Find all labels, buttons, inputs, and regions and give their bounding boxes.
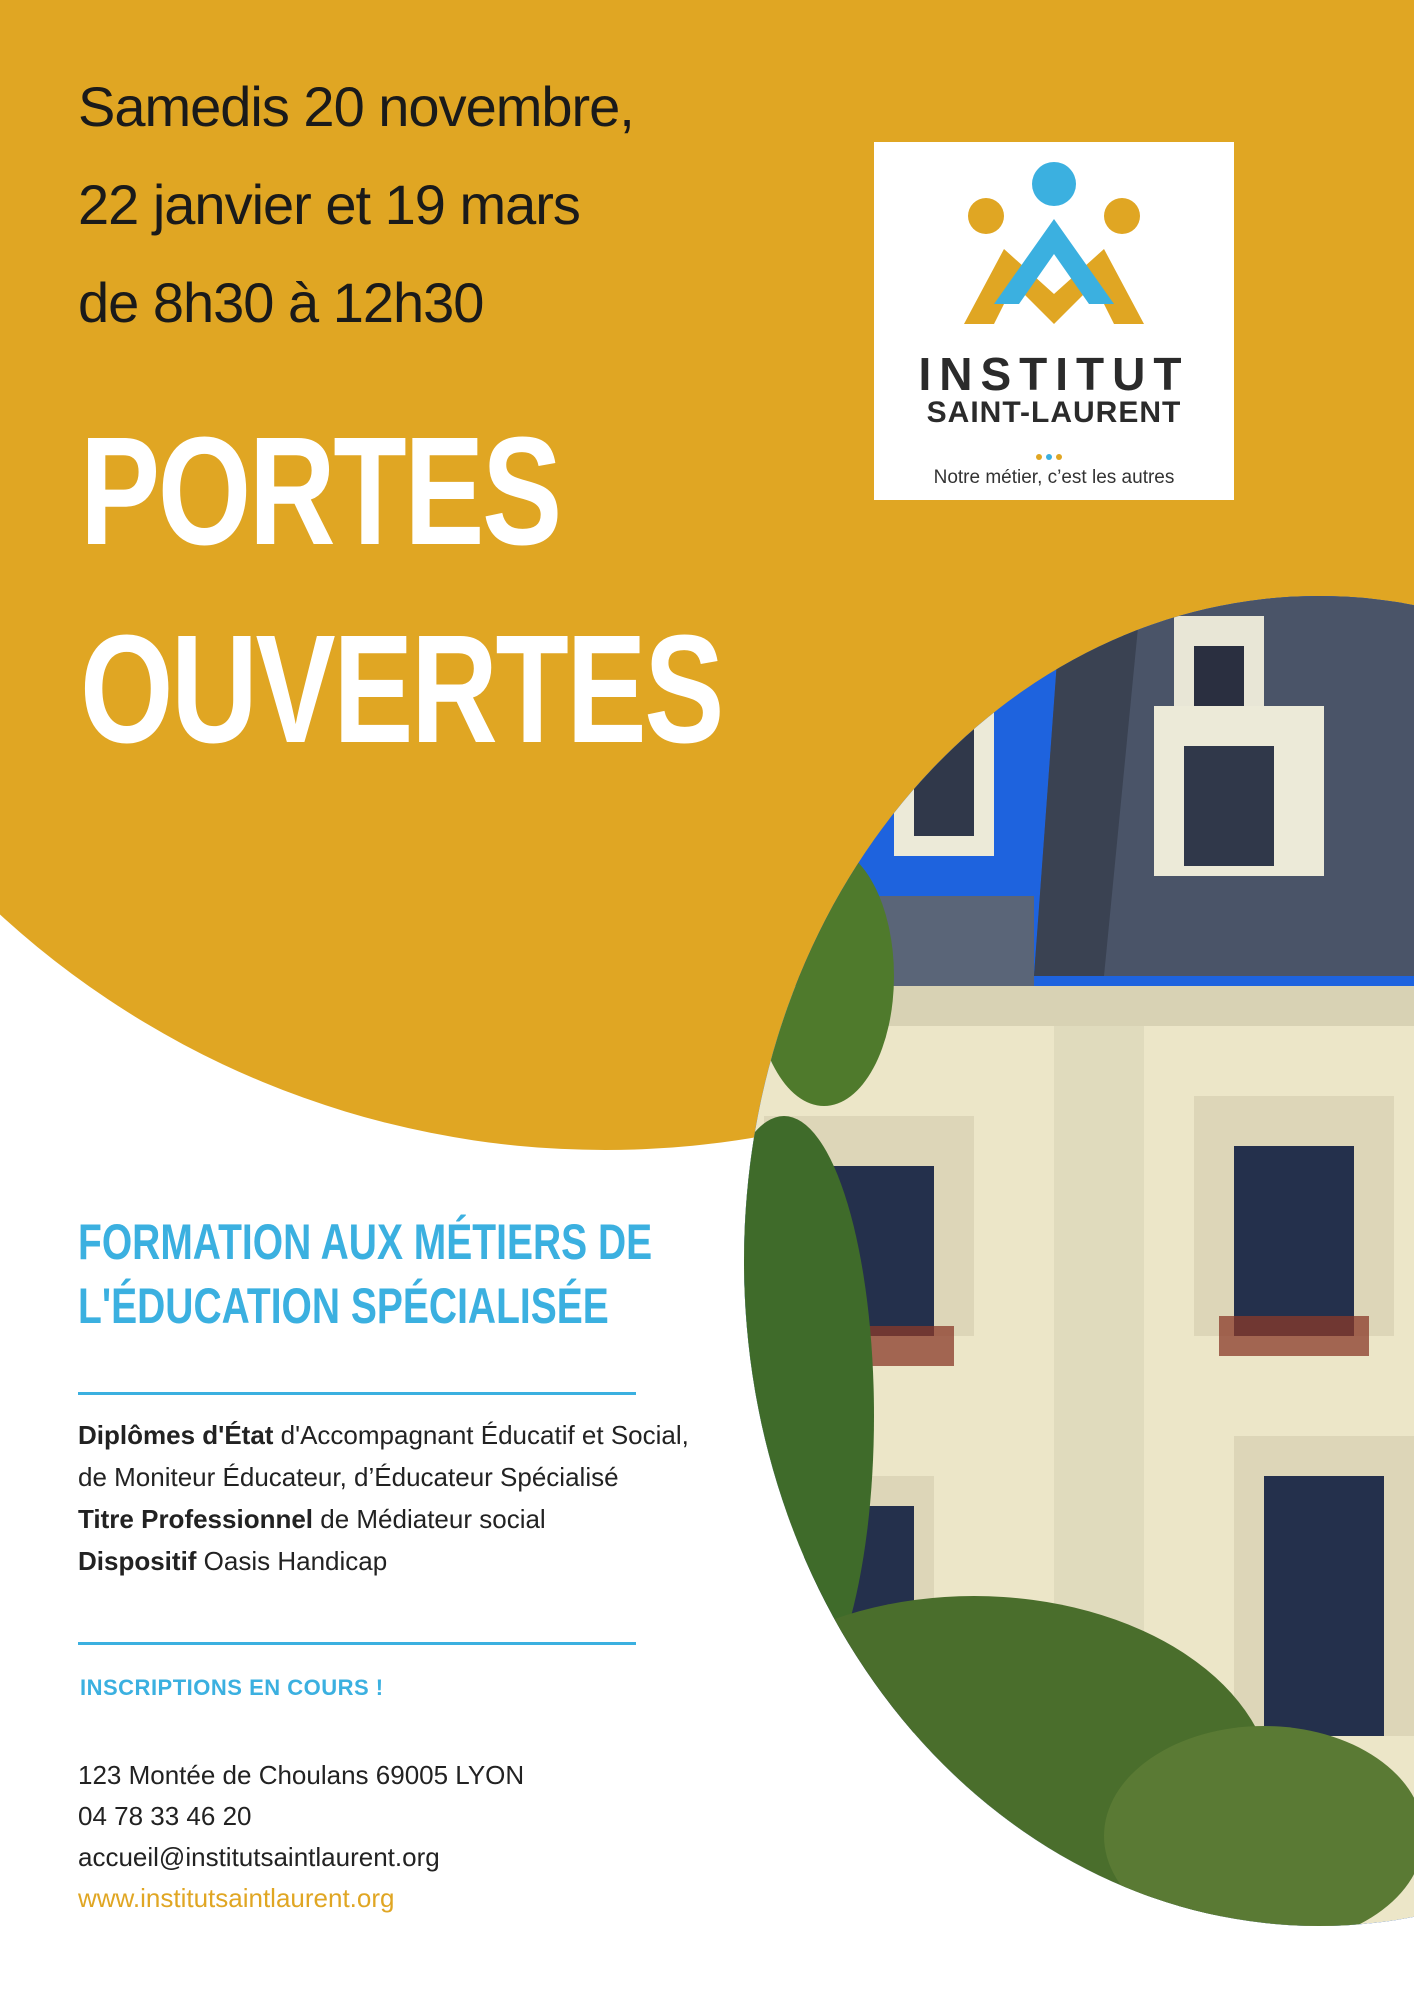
diploma-item: Diplômes d'État d'Accompagnant Éducatif et Social, de Moniteur Éducateur, d’Éducateur Spécialisé xyxy=(78,1420,689,1492)
logo-name-line-1: INSTITUT xyxy=(918,348,1190,400)
three-people-logo-icon xyxy=(954,154,1154,344)
page-title xyxy=(80,392,722,788)
title-line-2: OUVERTES xyxy=(80,603,723,775)
phone[interactable]: 04 78 33 46 20 xyxy=(78,1801,252,1831)
institute-logo xyxy=(874,142,1234,500)
diploma-list xyxy=(78,1414,698,1582)
dates-line-2: 22 janvier et 19 mars xyxy=(78,173,580,236)
website-link[interactable]: www.institutsaintlaurent.org xyxy=(78,1883,395,1913)
building-photo xyxy=(744,596,1414,1926)
title-line-1: PORTES xyxy=(80,405,560,577)
inscriptions-notice: INSCRIPTIONS EN COURS ! xyxy=(80,1675,384,1700)
diploma-item: Dispositif Oasis Handicap xyxy=(78,1546,388,1576)
event-dates xyxy=(78,58,634,352)
dates-line-3: de 8h30 à 12h30 xyxy=(78,271,484,334)
logo-slogan: Notre métier, c’est les autres xyxy=(933,467,1175,488)
email-link[interactable]: accueil@institutsaintlaurent.org xyxy=(78,1842,440,1872)
dates-line-1: Samedis 20 novembre, xyxy=(78,75,634,138)
subtitle-line-1: FORMATION AUX MÉTIERS DE xyxy=(78,1214,653,1270)
address: 123 Montée de Choulans 69005 LYON xyxy=(78,1760,525,1790)
divider-top xyxy=(78,1392,636,1395)
logo-dots xyxy=(1036,447,1076,457)
training-subtitle xyxy=(78,1210,652,1338)
subtitle-line-2: L'ÉDUCATION SPÉCIALISÉE xyxy=(78,1278,609,1334)
logo-name-line-2: SAINT-LAURENT xyxy=(926,396,1182,429)
diploma-item: Titre Professionnel de Médiateur social xyxy=(78,1504,546,1534)
contact-info xyxy=(78,1755,524,1919)
divider-bottom xyxy=(78,1642,636,1645)
